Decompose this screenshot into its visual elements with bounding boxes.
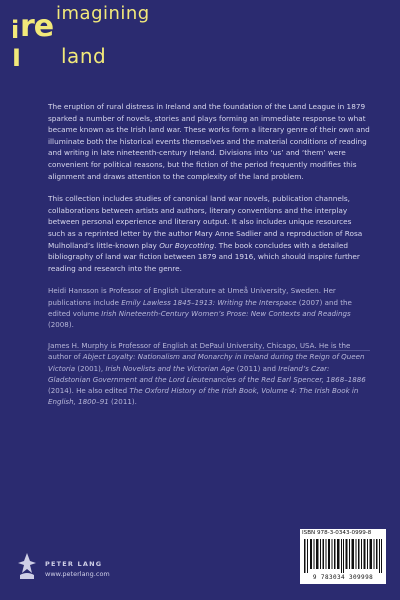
barcode-digits: 9 783034 309998 (312, 574, 374, 581)
blurb-play-title: Our Boycotting (159, 240, 215, 250)
series-logo (10, 0, 180, 80)
bio1-text-b: (2007) and the edited volume (48, 297, 352, 318)
bio2-text-e: (2011). (108, 397, 137, 407)
bio2-text-c: (2011) and (234, 363, 279, 373)
blurb-paragraph-2-text-a: This collection includes studies of canonical land war novels, publication channels, collaborations between artists and authors, literary conventions and the interplay between personal experience and literary output. It also includes unique resources such as a reprinted letter by the author Mary Anne Sadlier and a reproduction of Rosa Mulholland’s little-known play (48, 194, 363, 250)
author-bio-hansson (48, 285, 370, 330)
logo-imagining: imagining (56, 3, 150, 24)
bio1-title-2: Irish Nineteenth-Century Women’s Prose: New Contexts and Readings (101, 308, 351, 318)
blurb-content (48, 101, 370, 417)
blurb-paragraph-2 (48, 193, 370, 274)
divider-line (48, 350, 370, 351)
blurb-paragraph-1: The eruption of rural distress in Ireland and the foundation of the Land League in 1879 sparked a number of novels, stories and plays forming an immediate response to what became known as the Irish land war. These works form a literary genre of their own and illuminate both the historical events themselves and the material conditions of reading and writing in late nineteenth-century Ireland. Divisions into ‘us’ and ‘them’ were convenient for political reasons, but the fiction of the period frequently modifies this alignment and draws attention to the complexity of the land problem. (48, 102, 370, 181)
bio2-title-1: Abject Loyalty: Nationalism and Monarchy in Ireland during the Reign of Queen Victoria (48, 352, 365, 373)
bio2-text-b: (2001), (75, 363, 106, 373)
bio1-text-a: Heidi Hansson is Professor of English Literature at Umeå University, Sweden. Her publications include (48, 286, 336, 307)
bio2-text-a: James H. Murphy is Professor of English at DePaul University, Chicago, USA. He is the author of (48, 341, 351, 362)
barcode-icon (304, 539, 382, 573)
bio2-title-2: Irish Novelists and the Victorian Age (105, 363, 235, 373)
logo-i-top: i (11, 16, 19, 44)
isbn-label: ISBN 978-3-0343-0999-8 (302, 530, 372, 536)
logo-I-bottom: I (12, 44, 20, 72)
bio1-text-c: (2008). (48, 319, 74, 329)
publisher-logo (14, 547, 184, 592)
logo-land: land (61, 44, 107, 68)
blurb-paragraph-2-text-b: . The book concludes with a detailed bibliography of land war fiction between 1879 and 1916, which should inspire further reading and research into the genre. (48, 240, 360, 273)
publisher-name: PETER LANG (45, 560, 103, 568)
peter-lang-mark-icon (14, 551, 40, 581)
bio1-title-1: Emily Lawless 1845–1913: Writing the Interspace (121, 297, 297, 307)
isbn-barcode-box (300, 529, 386, 584)
bio2-text-d: (2014). He also edited (48, 385, 130, 395)
bio2-title-4: The Oxford History of the Irish Book, Volume 4: The Irish Book in English, 1800–91 (48, 385, 359, 407)
logo-re-top: re (20, 9, 54, 44)
bio2-title-3: Ireland’s Czar: Gladstonian Government and the Lord Lieutenancies of the Red Earl Spencer, 1868–1886 (48, 363, 366, 384)
publisher-url: www.peterlang.com (45, 570, 110, 578)
